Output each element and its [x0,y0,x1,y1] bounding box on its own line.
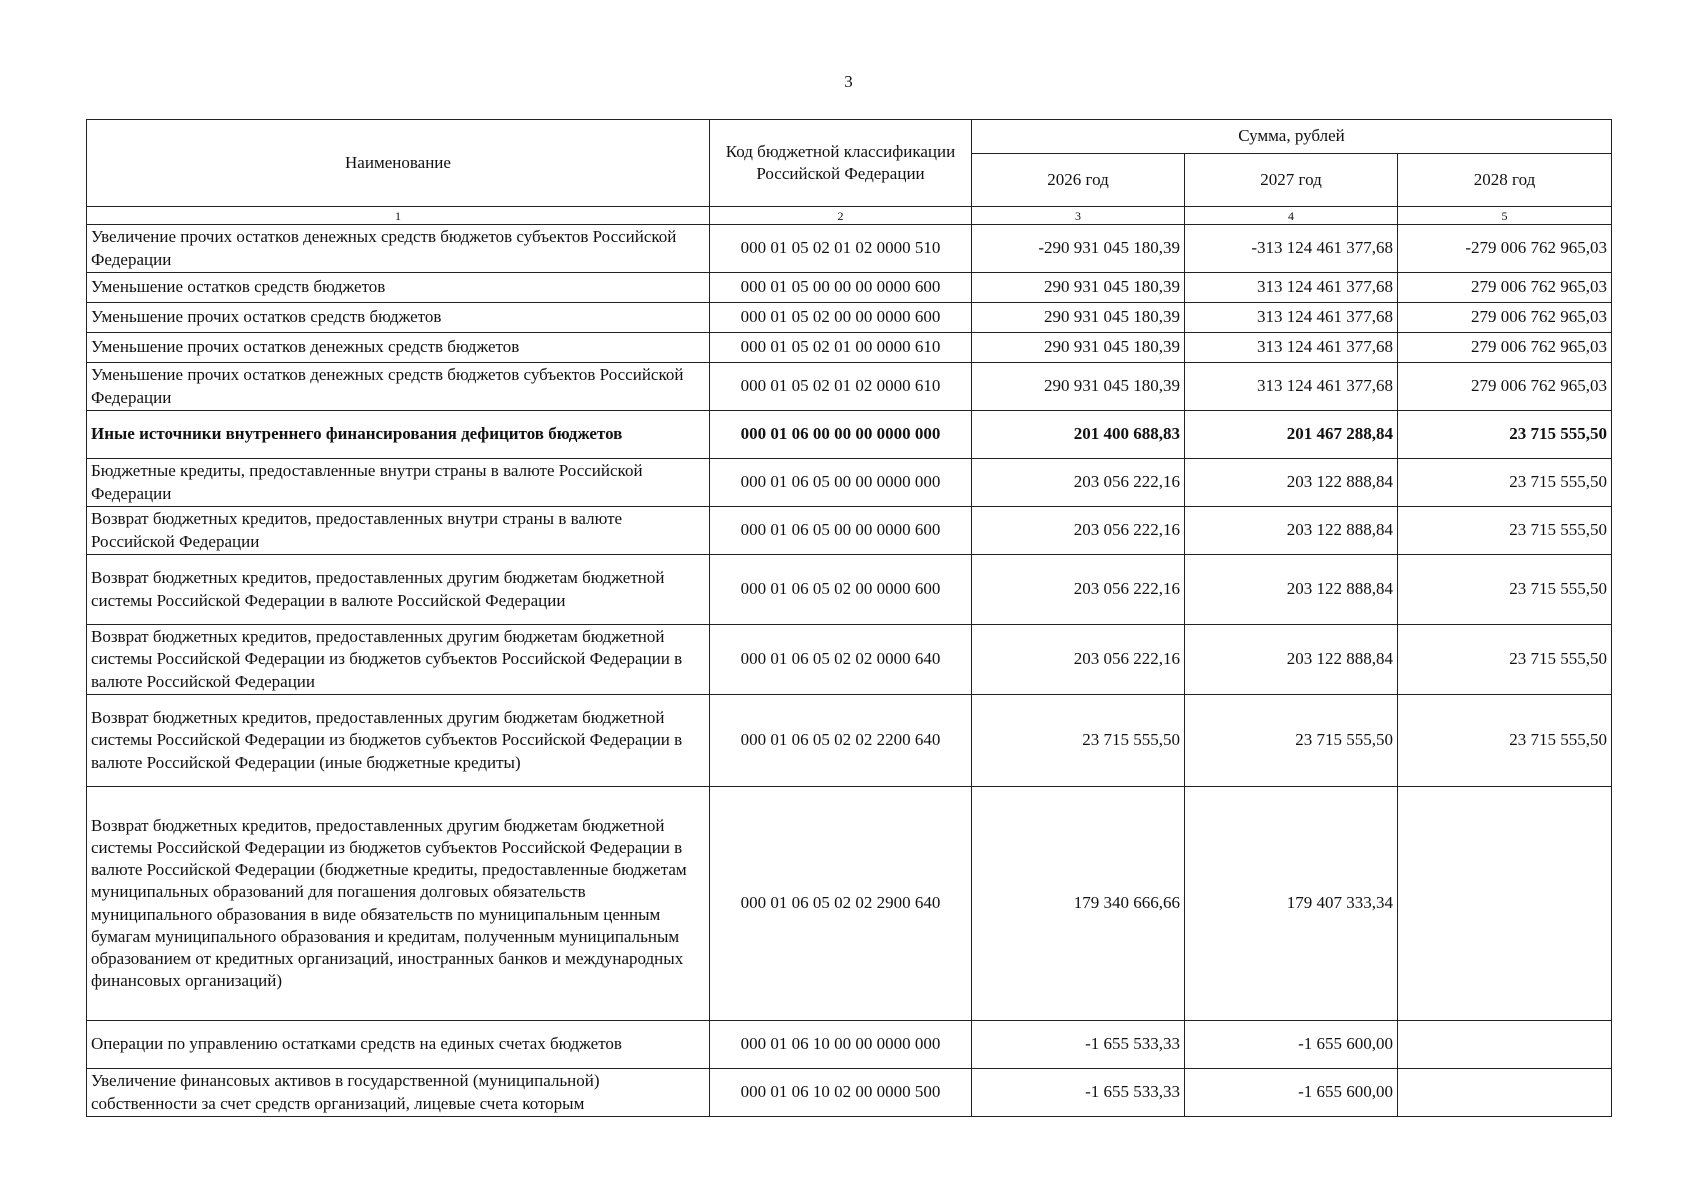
row-code: 000 01 06 05 02 02 2200 640 [710,695,972,787]
row-name: Возврат бюджетных кредитов, предоставленных внутри страны в валюте Российской Федерации [87,507,710,555]
row-value-2027: 23 715 555,50 [1185,695,1398,787]
row-value-2027: -313 124 461 377,68 [1185,225,1398,273]
table-row [87,333,1612,363]
header-sum: Сумма, рублей [972,120,1612,154]
page-number: 3 [844,72,853,91]
row-value-2027: -1 655 600,00 [1185,1069,1398,1117]
row-value-2028: 23 715 555,50 [1398,695,1612,787]
row-name: Возврат бюджетных кредитов, предоставленных другим бюджетам бюджетной системы Российской Федерации из бюджетов субъектов Российской Федерации в валюте Российской Федерации (бюджетные кредиты, предоставленные бюджетам муниципальных образований для погашения долговых обязательств муниципального образования в виде обязательств по муниципальным ценным бумагам муниципального образования и кредитам, полученным муниципальным образованием от кредитных организаций, иностранных банков и международных финансовых организаций) [87,787,710,1021]
header-year-2026: 2026 год [972,154,1185,207]
row-value-2026: 201 400 688,83 [972,411,1185,459]
row-value-2028: 23 715 555,50 [1398,411,1612,459]
row-value-2026: 203 056 222,16 [972,507,1185,555]
row-value-2028 [1398,787,1612,1021]
table-row [87,411,1612,459]
row-name: Возврат бюджетных кредитов, предоставленных другим бюджетам бюджетной системы Российской Федерации из бюджетов субъектов Российской Федерации в валюте Российской Федерации [87,625,710,695]
header-code: Код бюджетной классификации Российской Федерации [710,120,972,207]
column-number: 2 [710,207,972,225]
table-row [87,1069,1612,1117]
row-value-2026: 290 931 045 180,39 [972,363,1185,411]
header-year-2028: 2028 год [1398,154,1612,207]
table-row [87,625,1612,695]
table-row [87,273,1612,303]
row-value-2028: 279 006 762 965,03 [1398,363,1612,411]
header-name: Наименование [87,120,710,207]
row-value-2028: 279 006 762 965,03 [1398,333,1612,363]
budget-sources-table [86,119,1612,1117]
row-value-2028: -279 006 762 965,03 [1398,225,1612,273]
row-code: 000 01 05 02 01 02 0000 510 [710,225,972,273]
row-code: 000 01 06 05 02 02 0000 640 [710,625,972,695]
row-value-2026: -1 655 533,33 [972,1069,1185,1117]
row-value-2026: -290 931 045 180,39 [972,225,1185,273]
row-name: Увеличение прочих остатков денежных средств бюджетов субъектов Российской Федерации [87,225,710,273]
row-code: 000 01 06 00 00 00 0000 000 [710,411,972,459]
row-name: Уменьшение прочих остатков денежных средств бюджетов [87,333,710,363]
column-number: 1 [87,207,710,225]
row-value-2026: 290 931 045 180,39 [972,333,1185,363]
row-value-2028 [1398,1021,1612,1069]
row-code: 000 01 06 05 00 00 0000 000 [710,459,972,507]
table-row [87,1021,1612,1069]
row-name: Уменьшение прочих остатков средств бюджетов [87,303,710,333]
row-value-2028: 23 715 555,50 [1398,625,1612,695]
row-value-2026: 290 931 045 180,39 [972,273,1185,303]
row-value-2027: 203 122 888,84 [1185,555,1398,625]
row-name: Иные источники внутреннего финансирования дефицитов бюджетов [87,411,710,459]
row-value-2027: 203 122 888,84 [1185,459,1398,507]
row-name: Увеличение финансовых активов в государственной (муниципальной) собственности за счет средств организаций, лицевые счета которым [87,1069,710,1117]
row-value-2028: 279 006 762 965,03 [1398,303,1612,333]
table-row [87,695,1612,787]
row-value-2026: 203 056 222,16 [972,459,1185,507]
row-value-2028: 23 715 555,50 [1398,507,1612,555]
row-value-2026: 203 056 222,16 [972,555,1185,625]
table-row [87,225,1612,273]
row-code: 000 01 05 00 00 00 0000 600 [710,273,972,303]
table-row [87,787,1612,1021]
row-value-2027: -1 655 600,00 [1185,1021,1398,1069]
table-row [87,363,1612,411]
row-code: 000 01 05 02 01 00 0000 610 [710,333,972,363]
table-row [87,555,1612,625]
row-name: Возврат бюджетных кредитов, предоставленных другим бюджетам бюджетной системы Российской Федерации из бюджетов субъектов Российской Федерации в валюте Российской Федерации (иные бюджетные кредиты) [87,695,710,787]
row-code: 000 01 05 02 01 02 0000 610 [710,363,972,411]
row-value-2028: 23 715 555,50 [1398,459,1612,507]
row-code: 000 01 06 10 02 00 0000 500 [710,1069,972,1117]
table-row [87,507,1612,555]
row-value-2027: 203 122 888,84 [1185,507,1398,555]
row-value-2026: 23 715 555,50 [972,695,1185,787]
row-value-2026: 179 340 666,66 [972,787,1185,1021]
row-code: 000 01 06 05 02 02 2900 640 [710,787,972,1021]
row-value-2028 [1398,1069,1612,1117]
header-year-2027: 2027 год [1185,154,1398,207]
row-name: Уменьшение прочих остатков денежных средств бюджетов субъектов Российской Федерации [87,363,710,411]
column-number: 3 [972,207,1185,225]
column-number: 4 [1185,207,1398,225]
column-number: 5 [1398,207,1612,225]
row-value-2027: 201 467 288,84 [1185,411,1398,459]
row-code: 000 01 06 10 00 00 0000 000 [710,1021,972,1069]
row-name: Уменьшение остатков средств бюджетов [87,273,710,303]
row-value-2027: 179 407 333,34 [1185,787,1398,1021]
row-value-2026: 290 931 045 180,39 [972,303,1185,333]
row-value-2027: 313 124 461 377,68 [1185,273,1398,303]
row-name: Бюджетные кредиты, предоставленные внутри страны в валюте Российской Федерации [87,459,710,507]
row-name: Возврат бюджетных кредитов, предоставленных другим бюджетам бюджетной системы Российской Федерации в валюте Российской Федерации [87,555,710,625]
table-row [87,303,1612,333]
row-value-2028: 279 006 762 965,03 [1398,273,1612,303]
row-code: 000 01 06 05 02 00 0000 600 [710,555,972,625]
row-value-2026: 203 056 222,16 [972,625,1185,695]
row-value-2027: 313 124 461 377,68 [1185,363,1398,411]
row-code: 000 01 06 05 00 00 0000 600 [710,507,972,555]
row-value-2027: 313 124 461 377,68 [1185,333,1398,363]
row-name: Операции по управлению остатками средств на единых счетах бюджетов [87,1021,710,1069]
row-value-2027: 313 124 461 377,68 [1185,303,1398,333]
row-value-2026: -1 655 533,33 [972,1021,1185,1069]
row-value-2027: 203 122 888,84 [1185,625,1398,695]
row-value-2028: 23 715 555,50 [1398,555,1612,625]
table-row [87,459,1612,507]
row-code: 000 01 05 02 00 00 0000 600 [710,303,972,333]
